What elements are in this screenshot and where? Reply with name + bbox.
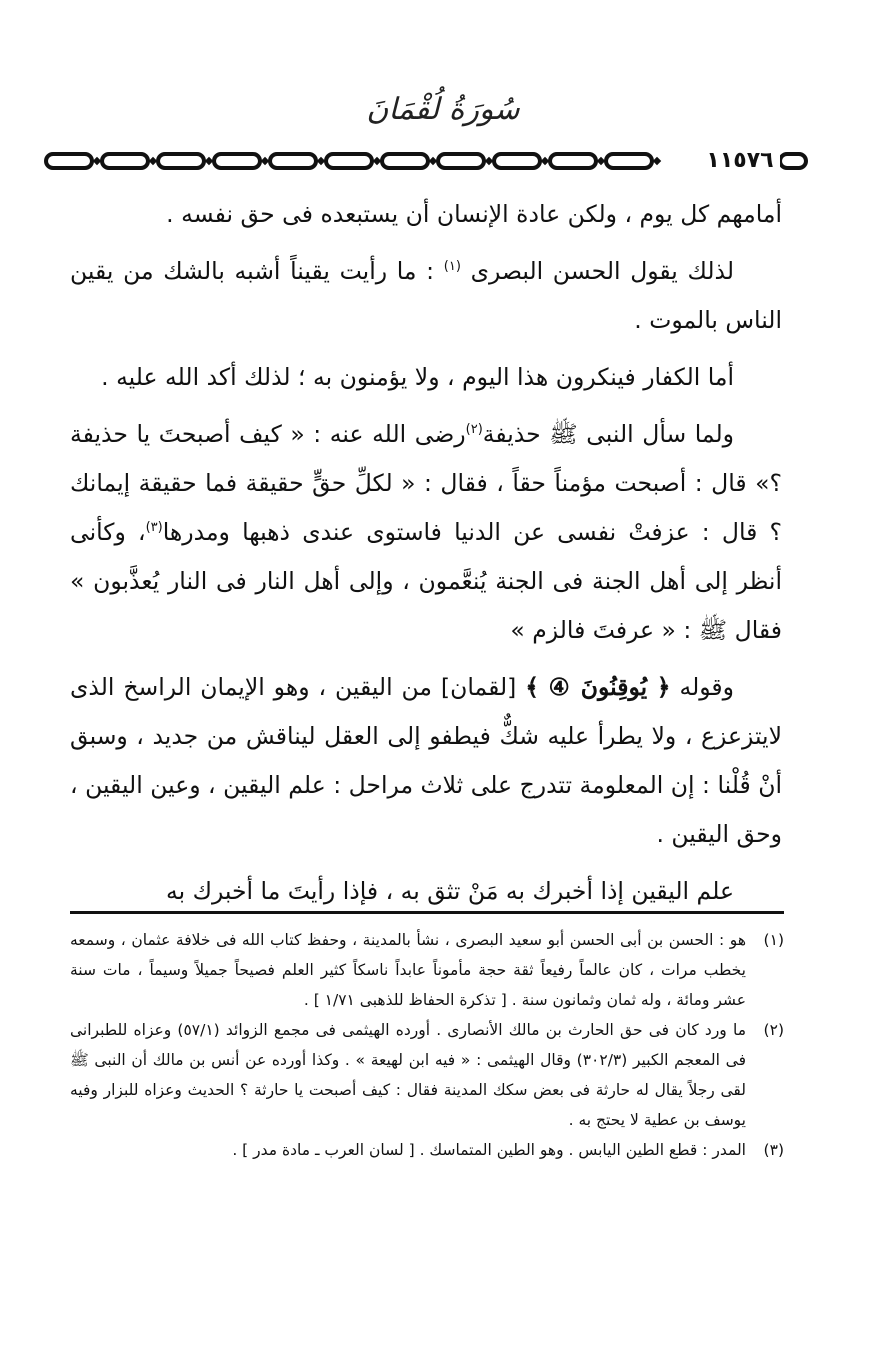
- chain-link: [270, 154, 316, 168]
- footnote: [70, 1015, 784, 1135]
- surah-title: سُورَةُ لُقْمَانَ: [366, 92, 520, 127]
- footnote-ref[interactable]: (١): [443, 259, 461, 275]
- chain-dot: [317, 157, 325, 165]
- chain-link: [606, 154, 652, 168]
- footnote-text: المدر : قطع الطين اليابس . وهو الطين المتماسك . [ لسان العرب ـ مادة مدر ] .: [232, 1141, 746, 1159]
- chain-link: [438, 154, 484, 168]
- chain-dot: [205, 157, 213, 165]
- chain-dot: [541, 157, 549, 165]
- paragraph: [70, 410, 782, 655]
- paragraph-text: أمامهم كل يوم ، ولكن عادة الإنسان أن يستبعده فى حق نفسه .: [166, 200, 782, 228]
- footnote-number: (٣): [763, 1141, 784, 1159]
- chain-dot: [93, 157, 101, 165]
- paragraph-text: وقوله: [679, 673, 734, 701]
- paragraph: [70, 867, 782, 916]
- footnotes: [70, 925, 784, 1165]
- page-number: ١١٥٧٦: [700, 146, 780, 176]
- chain-dot: [429, 157, 437, 165]
- footnote-number: (١): [763, 931, 784, 949]
- chain-link: [494, 154, 540, 168]
- chain-dot: [149, 157, 157, 165]
- chain-link: [158, 154, 204, 168]
- chain-link: [102, 154, 148, 168]
- footnote-text: ما ورد كان فى حق الحارث بن مالك الأنصارى . أورده الهيثمى فى مجمع الزوائد (٥٧/١) وعزاه للطبرانى فى المعجم الكبير (٣٠٢/٣) وقال الهيثمى : « فيه ابن لهيعة » . وكذا أورده عن أنس بن مالك أن النبى ﷺ لقى رجلاً يقال له حارثة فى بعض سكك المدينة فقال : كيف أصبحت يا حارثة ؟ الحديث وعزاه للبزار وفيه يوسف بن عطية لا يحتج به .: [70, 1021, 746, 1129]
- chain-link: [382, 154, 428, 168]
- chain-dot: [653, 157, 661, 165]
- footnote-separator: [70, 911, 784, 914]
- chain-link: [326, 154, 372, 168]
- footnote: [70, 925, 784, 1015]
- paragraph: [70, 190, 782, 239]
- ornamental-header-band: [40, 146, 810, 176]
- footnote-ref[interactable]: (٢): [465, 422, 483, 438]
- footnote: [70, 1135, 784, 1165]
- main-text: [70, 190, 782, 924]
- chain-end-link: [780, 154, 806, 168]
- chain-dot: [597, 157, 605, 165]
- chain-dot: [485, 157, 493, 165]
- paragraph-text: ، وكأنى أنظر إلى أهل الجنة فى الجنة يُنعَّمون ، وإلى أهل النار فى النار يُعذَّبون » فقال ﷺ : « عرفتَ فالزم »: [70, 518, 782, 644]
- footnote-text: هو : الحسن بن أبى الحسن أبو سعيد البصرى ، نشأ بالمدينة ، وحفظ كتاب الله فى خلافة عثمان ، وسمعه يخطب مرات ، كان عالماً رفيعاً ثقة حجة مأموناً عابداً ناسكاً كثير العلم فصيحاً جميلاً وسيماً ، مات سنة عشر ومائة ، وله ثمان وثمانون سنة . [ تذكرة الحفاظ للذهبى ١/٧١ ] .: [70, 931, 746, 1009]
- footnote-ref[interactable]: (٣): [145, 520, 163, 536]
- footnote-number: (٢): [763, 1021, 784, 1039]
- paragraph-text: لذلك يقول الحسن البصرى: [470, 257, 734, 285]
- chain-link: [214, 154, 260, 168]
- paragraph-text: أما الكفار فينكرون هذا اليوم ، ولا يؤمنون به ؛ لذلك أكد الله عليه .: [101, 363, 734, 391]
- paragraph: [70, 353, 782, 402]
- paragraph-text: : ما رأيت يقيناً أشبه بالشك من يقين الناس بالموت .: [70, 257, 782, 334]
- paragraph-text: علم اليقين إذا أخبرك به مَنْ تثق به ، فإذا رأيتَ ما أخبرك به: [165, 877, 734, 905]
- chain-dot: [373, 157, 381, 165]
- chain-dot: [261, 157, 269, 165]
- paragraph: [70, 663, 782, 859]
- chain-link: [46, 154, 92, 168]
- paragraph-text: رضى الله عنه : « كيف أصبحتَ يا حذيفة ؟» قال : أصبحت مؤمناً حقاً ، فقال : « لكلِّ حقٍّ حقيقة فما حقيقة إيمانك ؟ قال : عزفتْ نفسى عن الدنيا فاستوى عندى ذهبها ومدرها: [70, 420, 782, 546]
- chain-link: [550, 154, 596, 168]
- paragraph: [70, 247, 782, 345]
- paragraph-text: [لقمان] من اليقين ، وهو الإيمان الراسخ الذى لايتزعزع ، ولا يطرأ عليه شكٌّ فيطفو إلى العقل ليناقش من جديد ، وسبق أنْ قُلْنا : إن المعلومة تتدرج على ثلاث مراحل : علم اليقين ، وعين اليقين ، وحق اليقين .: [70, 673, 782, 848]
- paragraph-text: ولما سأل النبى ﷺ حذيفة: [482, 420, 734, 448]
- quranic-verse: ﴿ يُوقِنُونَ ④ ﴾: [525, 673, 671, 701]
